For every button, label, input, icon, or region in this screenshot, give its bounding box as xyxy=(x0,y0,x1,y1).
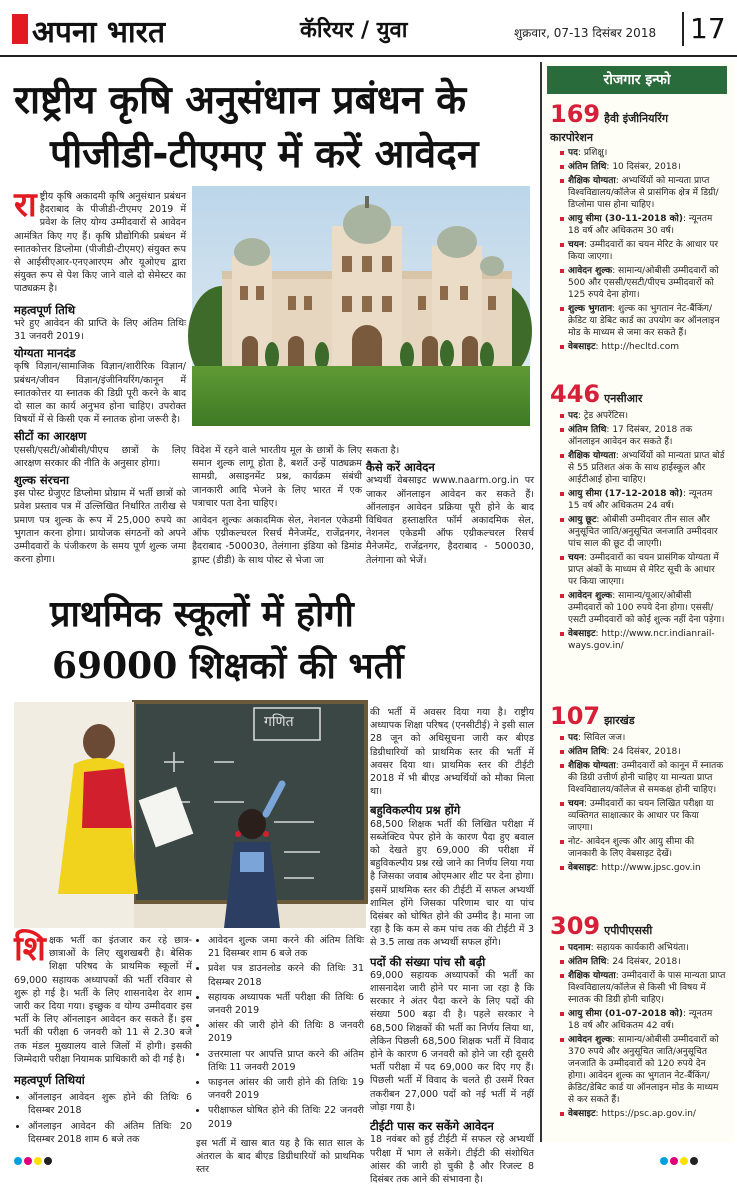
job-detail-key: आवेदन शुल्क xyxy=(568,1035,613,1045)
job-detail: आयु सीमा (01-07-2018 को): न्यूनतम 18 वर्ष और अधिकतम 42 वर्ष। xyxy=(560,1008,726,1032)
job-count: 107 xyxy=(550,702,601,730)
job-detail-key: चयन xyxy=(568,240,584,250)
job-detail-key: चयन xyxy=(568,553,584,563)
classroom-photo xyxy=(14,702,366,928)
job-detail-key: अंतिम तिथि xyxy=(568,747,607,757)
article2-headline-line1: प्राथमिक स्कूलों में होगी xyxy=(50,593,354,635)
job-detail-key: आवेदन शुल्क xyxy=(568,591,613,601)
article1-dropcap: रा xyxy=(14,185,37,225)
masthead: अपना भारत xyxy=(32,15,166,50)
article1-col2-text: विदेश में रहने वाले भारतीय मूल के छात्रों के लिए समान शुल्क लागू होता है, बशर्ते उन्हें पाठ्यक्रम सामग्री, असाइनमेंट प्रश्न, कार्यक्रम संबंधी जानकारी आदि भेजने के लिए भारत में एक पत्राचार पता देना चाहिए। xyxy=(192,445,362,509)
job-detail-value: न्यूनतम 18 वर्ष और अधिकतम 42 वर्ष। xyxy=(568,1009,713,1031)
job-detail-key: पद xyxy=(568,411,578,421)
job-org-line2: कारपोरेशन xyxy=(550,131,593,144)
job-detail: आयु सीमा (17-12-2018 को): न्यूनतम 15 वर्ष और अधिकतम 24 वर्ष। xyxy=(560,488,726,512)
job-detail: चयन: उम्मीदवारों का चयन लिखित परीक्षा या व्यक्तिगत साक्षात्कार के आधार पर किया जाएगा। xyxy=(560,798,726,834)
job-detail-value: नोट- आवेदन शुल्क और आयु सीमा की जानकारी के लिए वेबसाइट देखें। xyxy=(568,837,695,859)
job-detail: चयन: उम्मीदवारों का चयन मेरिट के आधार पर किया जाएगा। xyxy=(560,239,726,263)
article1-headline-line1: राष्ट्रीय कृषि अनुसंधान प्रबंधन के xyxy=(14,78,467,123)
job-detail-key: अंतिम तिथि xyxy=(568,162,607,172)
important-date-item: • फाइनल आंसर की जारी होने की तिथिः 19 जनवरी 2019 xyxy=(208,1076,364,1102)
job-org: झारखंड xyxy=(604,714,635,727)
article2-mcq-text: 68,500 शिक्षक भर्ती की लिखित परीक्षा में सब्जेक्टिव पेपर होने के कारण पैदा हुए बवाल को देखते हुए 69,000 की परीक्षा में बहुविकल्पीय प्रश्न रखे जाने का निर्णय लिया गया है जिसका जवाब ओएमआर शीट पर देना होगा। इसमें प्राथमिक स्तर की टीईटी में सफल अभ्यर्थी शामिल होंगे जिसका परिणाम चार या पांच दिसंबर को घोषित होने की उम्मीद है। माना जा रहा है कि कम से कम पांच तक की टीईटी में 3 से 3.5 लाख तक अभ्यर्थी सफल होंगे। xyxy=(370,818,534,949)
job-detail: अंतिम तिथि: 24 दिसंबर, 2018। xyxy=(560,746,726,758)
article1-column3 xyxy=(366,444,534,566)
job-detail: अंतिम तिथि: 24 दिसंबर, 2018। xyxy=(560,956,726,968)
article2-mcq-heading: बहुविकल्पीय प्रश्न होंगे xyxy=(370,803,461,818)
job-detail: अंतिम तिथि: 10 दिसंबर, 2018। xyxy=(560,161,726,173)
job-detail: पद: प्रशिक्षु। xyxy=(560,147,726,159)
job-detail-key: आयु सीमा (01-07-2018 को) xyxy=(568,1009,683,1019)
job-detail: शैक्षिक योग्यता: उम्मीदवारों को कानून में स्नातक की डिग्री उत्तीर्ण होनी चाहिए या मान्यता प्राप्त विश्वविद्यालय/कॉलेज से समकक्ष होनी चाहिए। xyxy=(560,760,726,796)
job-detail: पदनाम: सहायक कार्यकारी अभियंता। xyxy=(560,942,726,954)
job-detail-key: आवेदन शुल्क xyxy=(568,266,613,276)
job-detail-value: उम्मीदवारों के पास मान्यता प्राप्त विश्वविद्यालय/कॉलेज से किसी भी विषय में स्नातक की डिग्री होनी चाहिए। xyxy=(568,971,726,1005)
article1-eligibility-heading: योग्यता मानदंड xyxy=(14,346,76,361)
article1-intro: ष्ट्रीय कृषि अकादमी कृषि अनुसंधान प्रबंधन हैदराबाद के पीजीडी-टीएमए 2019 में प्रवेश के लिए योग्य उम्मीदवारों से आवेदन आमंत्रित किए गए हैं। कृषि प्रौद्योगिकी प्रबंधन में स्नातकोत्तर डिप्लोमा (पीजीडी-टीएमए) संयुक्त रूप से आईसीएआर-एनएआरएम और यूओएच द्वारा संयुक्त रूप से पेश किए जाने वाले दो सेमेस्टर का पाठ्यक्रम है। xyxy=(14,191,186,295)
job-detail-value: http://hecltd.com xyxy=(601,342,680,352)
job-count: 309 xyxy=(550,912,601,940)
important-date-item: • सहायक अध्यापक भर्ती परीक्षा की तिथिः 6 जनवरी 2019 xyxy=(208,991,364,1017)
job-detail-key: वेबसाइट xyxy=(568,629,596,639)
article2-headline-line2: 69000 शिक्षकों की भर्ती xyxy=(52,645,404,687)
job-detail-key: शैक्षिक योग्यता xyxy=(568,176,616,186)
job-detail xyxy=(560,836,726,860)
job-detail-value: सिविल जज। xyxy=(583,733,626,743)
important-date-item: • आंसर की जारी होने की तिथिः 8 जनवरी 2019 xyxy=(208,1019,364,1045)
job-detail-value: न्यूनतम 15 वर्ष और अधिकतम 24 वर्ष। xyxy=(568,489,713,511)
job-detail: शैक्षिक योग्यता: अभ्यर्थियों को मान्यता प्राप्त विश्वविद्यालय/कॉलेज से प्रासंगिक क्षेत्र में डिग्री/डिप्लोमा पास होना चाहिए। xyxy=(560,175,726,211)
article2-col3-text: की भर्ती में अवसर दिया गया है। राष्ट्रीय अध्यापक शिक्षा परिषद (एनसीटीई) ने इसी साल 28 जून को अधिसूचना जारी कर बीएड डिग्रीधारियों को प्राथमिक स्तर की भर्ती में अवसर दिया था। प्राथमिक स्तर की टीईटी 2018 में भी बीएड अभ्यर्थियों को मौका मिला था। xyxy=(370,707,534,798)
important-date-item: • आवेदन शुल्क जमा करने की अंतिम तिथिः 21 दिसम्बर शाम 6 बजे तक xyxy=(208,934,364,960)
job-detail-key: शैक्षिक योग्यता xyxy=(568,451,616,461)
job-detail: शैक्षिक योग्यता: अभ्यर्थियों को मान्यता प्राप्त बोर्ड से 55 प्रतिशत अंक के साथ हाईस्कूल और आईटीआई होना चाहिए। xyxy=(560,450,726,486)
job-detail-key: आयु छूट xyxy=(568,515,597,525)
article1-reservation-text: एससी/एसटी/ओबीसी/पीएच छात्रों के लिए आरक्षण सरकार की नीति के अनुसार होगा। xyxy=(14,444,186,469)
blackboard-text: गणित xyxy=(264,714,294,730)
article1-col2-text2: आवेदन शुल्कः अकादमिक सेल, नेशनल एकेडमी ऑफ एग्रीकल्चरल रिसर्च मैनेजमेंट, राजेंद्रनगर, हैदराबाद -500030, तेलंगाना इंडिया को डिमांड ड्राफ्ट (डीडी) के साथ पोस्ट से भेजा जा xyxy=(192,515,362,566)
job-org: एनसीआर xyxy=(604,392,643,405)
job-detail-key: अंतिम तिथि xyxy=(568,425,607,435)
article2-intro: क्षक भर्ती का इंतजार कर रहे छात्र-छात्राओं के लिए खुशखबरी है। बेसिक शिक्षा परिषद के प्राथमिक स्कूलों में 69,000 सहायक अध्यापकों की भर्ती रविवार से शुरू हो गई है। भर्ती के लिए शासनादेश देर शाम जारी कर दिया गया। इच्छुक व योग्य उम्मीदवार इस भर्ती के लिए ऑनलाइन आवेदन कर सकते हैं। इस भर्ती की परीक्षा 6 जनवरी को 11 से 2.30 बजे तक मंडल मुख्यालय वाले जिलों में होगी। इसकी जिम्मेदारी परीक्षा नियामक प्राधिकारी को दी गई है। xyxy=(14,935,192,1065)
job-count: 169 xyxy=(550,100,601,128)
job-detail: पद: सिविल जज। xyxy=(560,732,726,744)
job-detail-key: शैक्षिक योग्यता xyxy=(568,971,616,981)
article2-column1 xyxy=(14,929,192,1145)
job-detail-value: ट्रेड अपरेंटिस। xyxy=(583,411,629,421)
job-detail-key: शैक्षिक योग्यता xyxy=(568,761,616,771)
section-title: कॅरियर / युवा xyxy=(300,18,408,43)
article1-apply-text: अभ्यर्थी वेबसाइट www.naarm.org.in पर जाकर ऑनलाइन आवेदन कर सकते हैं। ऑनलाइन आवेदन प्रक्रिया पूरी होने के बाद विधिवत हस्ताक्षरित फॉर्म अकादमिक सेल, नेशनल एकेडमी ऑफ एग्रीकल्चरल रिसर्च मैनेजमेंट, राजेंद्रनगर, हैदराबाद - 500030, तेलंगाना को भेजें। xyxy=(366,475,534,566)
article2-dates-heading: महत्वपूर्ण तिथियां xyxy=(14,1073,85,1088)
job-detail-value: उम्मीदवारों का चयन लिखित परीक्षा या व्यक्तिगत साक्षात्कार के आधार पर किया जाएगा। xyxy=(568,799,714,833)
job-org: एपीपीएससी xyxy=(604,924,653,937)
job-detail-value: शुल्क का भुगतान नेट-बैंकिंग/क्रेडिट या डेबिट कार्ड का उपयोग कर ऑनलाइन मोड के माध्यम से जमा कर सकते हैं। xyxy=(568,304,720,338)
article2-posts-heading: पदों की संख्या पांच सौ बढ़ी xyxy=(370,954,486,969)
job-detail-value: सामान्य/ओबीसी उम्मीदवारों को 370 रुपये और अनुसूचित जाति/अनुसूचित जनजाति के उम्मीदवारों को 120 रुपये देन होगा। आवेदन शुल्क का भुगतान नेट-बैंकिंग/ क्रेडिट/डेबिट कार्ड या ऑनलाइन मोड के माध्यम से कर सकते हैं। xyxy=(568,1035,719,1105)
job-header xyxy=(550,912,726,940)
job-detail: आवेदन शुल्क: सामान्य/ओबीसी उम्मीदवारों को 500 और एससी/एसटी/पीएच उम्मीदवारों को 125 रुपये देना होगा। xyxy=(560,265,726,301)
job-detail-key: वेबसाइट xyxy=(568,1109,596,1119)
issue-date: शुक्रवार, 07-13 दिसंबर 2018 xyxy=(514,26,657,40)
job-detail[interactable]: वेबसाइट: http://hecltd.com xyxy=(560,341,726,353)
job-header xyxy=(550,100,726,128)
job-detail-key: पद xyxy=(568,148,578,158)
palace-photo xyxy=(192,186,530,426)
job-listing xyxy=(550,380,726,652)
article2-tet-text: 18 नवंबर को हुई टीईटी में सफल रहे अभ्यर्थी परीक्षा में भाग ले सकेंगे। टीईटी की संशोधित आंसर की जारी हो चुकी है और रिजल्ट 8 दिसंबर तक आने की संभावना है। xyxy=(370,1134,534,1185)
job-detail-value: न्यूनतम 18 वर्ष और अधिकतम 30 वर्ष। xyxy=(568,214,713,236)
job-detail: आवेदन शुल्क: सामान्य/ओबीसी उम्मीदवारों को 370 रुपये और अनुसूचित जाति/अनुसूचित जनजाति के उम्मीदवारों को 120 रुपये देन होगा। आवेदन शुल्क का भुगतान नेट-बैंकिंग/ क्रेडिट/डेबिट कार्ड या ऑनलाइन मोड के माध्यम से कर सकते हैं। xyxy=(560,1034,726,1106)
article1-eligibility-text: कृषि विज्ञान/सामाजिक विज्ञान/शारीरिक विज्ञान/प्रबंधन/जीवन विज्ञान/इंजीनियरिंग/कानून में स्नातकोत्तर या स्नातक की डिग्री पूरी करने के बाद दो साल का कार्य अनुभव होना चाहिए। उपरोक्त विषयों में से किसी एक में स्नातक होना जरूरी है। xyxy=(14,361,186,426)
article2-column2 xyxy=(196,934,364,1176)
job-detail-value: 17 दिसंबर, 2018 तक ऑनलाइन आवेदन कर सकते हैं। xyxy=(568,425,693,447)
article1-important-date-text: भरे हुए आवेदन की प्राप्ति के लिए अंतिम तिथिः 31 जनवरी 2019। xyxy=(14,317,186,343)
job-detail[interactable]: वेबसाइट: http://www.jpsc.gov.in xyxy=(560,862,726,874)
article2-dates-list2 xyxy=(196,934,364,1131)
article1-col3-text: सकता है। xyxy=(366,445,400,456)
job-detail-value: सहायक कार्यकारी अभियंता। xyxy=(596,943,689,953)
job-detail-value: 10 दिसंबर, 2018। xyxy=(612,162,681,172)
page-number: 17 xyxy=(690,12,726,45)
important-date-item: • ऑनलाइन आवेदन शुरू होने की तिथिः 6 दिसम्बर 2018 xyxy=(28,1091,192,1117)
article2-tet-heading: टीईटी पास कर सकेंगे आवेदन xyxy=(370,1119,494,1134)
job-detail-value: सामान्य/यूआर/ओबीसी उम्मीदवारों को 100 रुपये देना होगा। एससी/एसटी उम्मीदवारों को कोई शुल्क नहीं देना पड़ेगा। xyxy=(568,591,725,625)
article1-apply-heading: कैसे करें आवेदन xyxy=(366,460,435,475)
job-detail[interactable]: वेबसाइट: http://www.ncr.indianrail-ways.gov.in/ xyxy=(560,628,726,652)
job-listing xyxy=(550,100,726,353)
job-detail-value: ओबीसी उम्मीदवार तीन साल और अनुसूचित जाति/अनुसूचित जनजाति उम्मीदवार पांच साल की छूट दी जाएगी। xyxy=(568,515,718,549)
job-detail: आवेदन शुल्क: सामान्य/यूआर/ओबीसी उम्मीदवारों को 100 रुपये देना होगा। एससी/एसटी उम्मीदवारों को कोई शुल्क नहीं देना पड़ेगा। xyxy=(560,590,726,626)
job-detail: आयु छूट: ओबीसी उम्मीदवार तीन साल और अनुसूचित जाति/अनुसूचित जनजाति उम्मीदवार पांच साल की छूट दी जाएगी। xyxy=(560,514,726,550)
article1-reservation-heading: सीटों का आरक्षण xyxy=(14,429,87,444)
job-detail-value: अभ्यर्थियों को मान्यता प्राप्त विश्वविद्यालय/कॉलेज से प्रासंगिक क्षेत्र में डिग्री/डिप्लोमा पास होना चाहिए। xyxy=(568,176,719,210)
job-detail-key: आयु सीमा (17-12-2018 को) xyxy=(568,489,683,499)
job-detail-key: वेबसाइट xyxy=(568,342,596,352)
job-detail-value: 24 दिसंबर, 2018। xyxy=(612,957,681,967)
job-detail: शुल्क भुगतान: शुल्क का भुगतान नेट-बैंकिंग/क्रेडिट या डेबिट कार्ड का उपयोग कर ऑनलाइन मोड के माध्यम से जमा कर सकते हैं। xyxy=(560,303,726,339)
job-detail-value: उम्मीदवारों का चयन मेरिट के आधार पर किया जाएगा। xyxy=(568,240,719,262)
job-detail-key: शुल्क भुगतान xyxy=(568,304,613,314)
job-detail-value: http://www.jpsc.gov.in xyxy=(601,863,701,873)
job-detail: अंतिम तिथि: 17 दिसंबर, 2018 तक ऑनलाइन आवेदन कर सकते हैं। xyxy=(560,424,726,448)
job-detail-value: http://www.ncr.indianrail-ways.gov.in/ xyxy=(568,629,715,651)
important-date-item: • परीक्षाफल घोषित होने की तिथिः 22 जनवरी 2019 xyxy=(208,1104,364,1130)
job-detail-key: आयु सीमा (30-11-2018 को) xyxy=(568,214,683,224)
important-date-item: • ऑनलाइन आवेदन की अंतिम तिथिः 20 दिसम्बर 2018 शाम 6 बजे तक xyxy=(28,1120,192,1146)
job-count: 446 xyxy=(550,380,601,408)
article2-column3 xyxy=(370,706,534,1185)
job-detail-key: पदनाम xyxy=(568,943,591,953)
job-detail-key: पद xyxy=(568,733,578,743)
job-listing xyxy=(550,702,726,874)
important-date-item: • प्रवेश पत्र डाउनलोड करने की तिथिः 31 दिसम्बर 2018 xyxy=(208,962,364,988)
job-org: हैवी इंजीनियरिंग xyxy=(604,112,669,125)
article1-fee-text: इस पोस्ट ग्रेजुएट डिप्लोमा प्रोग्राम में भर्ती छात्रों को प्रवेश प्रस्ताव पत्र में उल्लिखित निर्धारित तारीख से प्रमाण पत्र शुल्क के रूप में 25,000 रुपये का भुगतान करना होगा। प्रायोजक संगठनों को अपने उम्मीदवारों के पंजीकरण के समय पूर्ण शुल्क जमा करना होगा। xyxy=(14,488,186,566)
article1-column2 xyxy=(192,444,362,566)
job-header xyxy=(550,380,726,408)
important-date-item: • उत्तरमाला पर आपत्ति प्राप्त करने की अंतिम तिथिः 11 जनवरी 2019 xyxy=(208,1048,364,1074)
job-detail: पद: ट्रेड अपरेंटिस। xyxy=(560,410,726,422)
job-detail-value: उम्मीदवारों का चयन प्रासंगिक योग्यता में प्राप्त अंकों के माध्यम से मेरिट सूची के आधार पर किया जाएगा। xyxy=(568,553,719,587)
job-detail-key: चयन xyxy=(568,799,584,809)
article2-col2-tail: इस भर्ती में खास बात यह है कि सात साल के अंतराल के बाद बीएड डिग्रीधारियों को प्राथमिक स्तर xyxy=(196,1137,364,1176)
job-header xyxy=(550,702,726,730)
job-detail-key: वेबसाइट xyxy=(568,863,596,873)
job-detail-key: अंतिम तिथि xyxy=(568,957,607,967)
job-detail[interactable]: वेबसाइट: https://psc.ap.gov.in/ xyxy=(560,1108,726,1120)
job-detail-value: प्रशिक्षु। xyxy=(583,148,608,158)
job-detail: चयन: उम्मीदवारों का चयन प्रासंगिक योग्यता में प्राप्त अंकों के माध्यम से मेरिट सूची के आधार पर किया जाएगा। xyxy=(560,552,726,588)
article2-dropcap: शि xyxy=(14,929,46,969)
masthead-red-bar xyxy=(12,14,28,44)
print-color-strip-left xyxy=(14,1150,54,1158)
article2-dates-list1 xyxy=(14,1091,192,1146)
job-listing xyxy=(550,912,726,1120)
job-detail: आयु सीमा (30-11-2018 को): न्यूनतम 18 वर्ष और अधिकतम 30 वर्ष। xyxy=(560,213,726,237)
job-detail-value: उम्मीदवारों को कानून में स्नातक की डिग्री उत्तीर्ण होनी चाहिए या मान्यता प्राप्त विश्वविद्यालय/कॉलेज से समकक्ष होनी चाहिए। xyxy=(568,761,724,795)
article1-headline-line2: पीजीडी-टीएमए में करें आवेदन xyxy=(50,132,479,177)
job-detail-value: 24 दिसंबर, 2018। xyxy=(612,747,681,757)
header-divider xyxy=(682,12,684,46)
article2-posts-text: 69,000 सहायक अध्यापकों की भर्ती का शासनादेश जारी होने पर माना जा रहा है कि सरकार ने अंतर पैदा करने के लिए पदों की संख्या 500 बढ़ा दी है। पहले सरकार ने 68,500 शिक्षकों की भर्ती का निर्णय लिया था, लेकिन पिछली 68,500 शिक्षक भर्ती में विवाद होने के कारण 6 जनवरी को होने जा रही दूसरी भर्ती परीक्षा में पद 69,000 कर दिए गए हैं। पिछली भर्ती में विवाद के चलते ही उसमें रिक्त तकरीबन 27,000 पदों को नई भर्ती में नहीं जोड़ा गया है। xyxy=(370,969,534,1113)
article1-column1 xyxy=(14,185,186,566)
job-detail-value: https://psc.ap.gov.in/ xyxy=(601,1109,696,1119)
article1-fee-heading: शुल्क संरचना xyxy=(14,473,69,488)
article1-important-date-heading: महत्वपूर्ण तिथि xyxy=(14,302,76,317)
job-detail: शैक्षिक योग्यता: उम्मीदवारों के पास मान्यता प्राप्त विश्वविद्यालय/कॉलेज से किसी भी विषय में स्नातक की डिग्री होनी चाहिए। xyxy=(560,970,726,1006)
sidebar-title: रोजगार इन्फो xyxy=(547,66,727,94)
job-detail-value: अभ्यर्थियों को मान्यता प्राप्त बोर्ड से 55 प्रतिशत अंक के साथ हाईस्कूल और आईटीआई होना चाहिए। xyxy=(568,451,725,485)
job-detail-value: सामान्य/ओबीसी उम्मीदवारों को 500 और एससी/एसटी/पीएच उम्मीदवारों को 125 रुपये देना होगा। xyxy=(568,266,719,300)
print-color-strip-right xyxy=(660,1150,700,1158)
